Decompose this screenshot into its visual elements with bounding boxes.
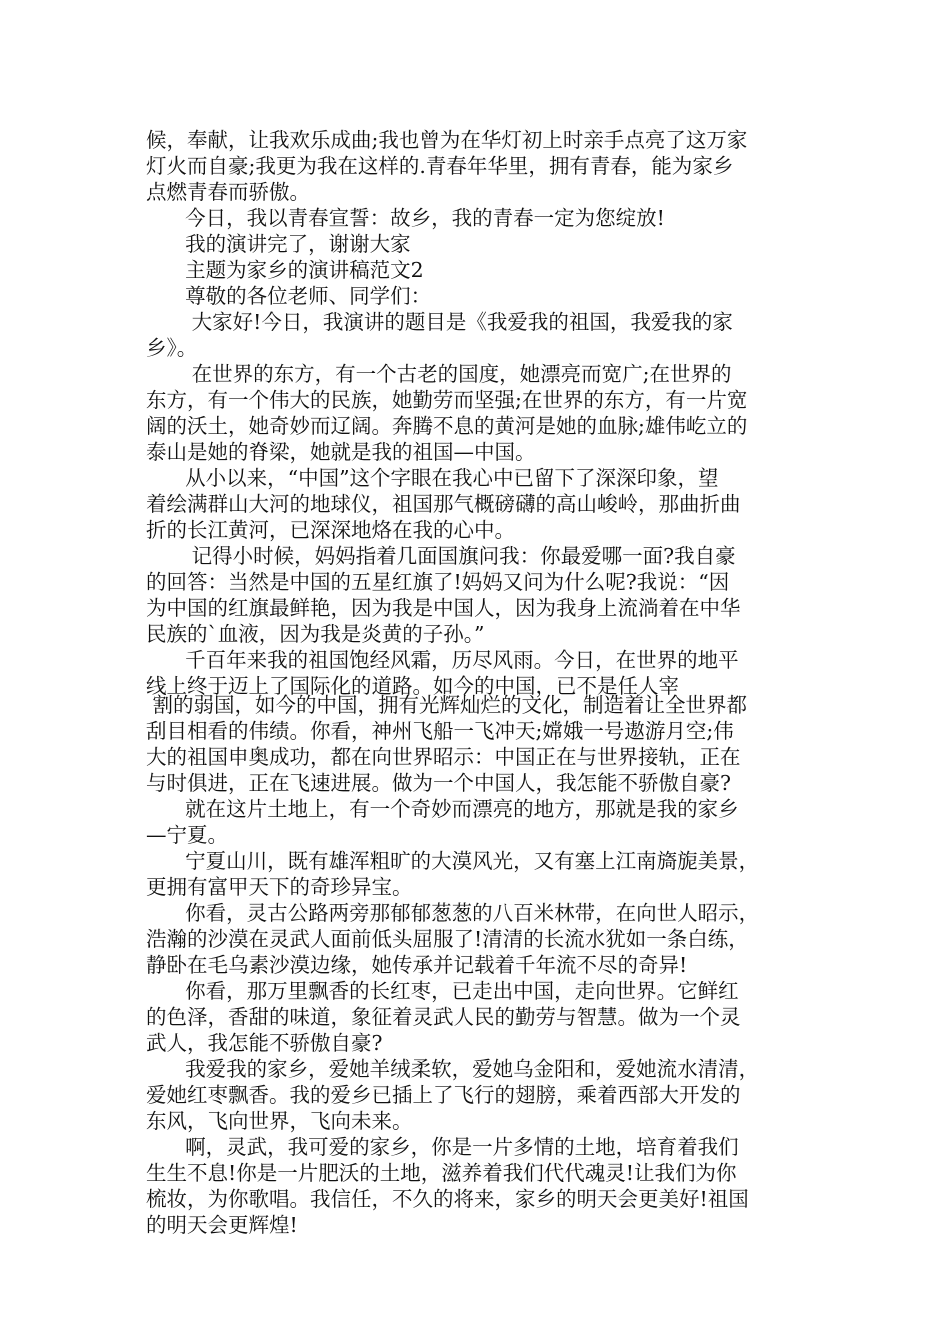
text-block-top (146, 127, 816, 699)
text-line: 生生不息!你是一片肥沃的土地，滋养着我们代代魂灵!让我们为你 (146, 1161, 737, 1185)
text-line: 的色泽，香甜的味道，象征着灵武人民的勤劳与智慧。做为一个灵 (146, 1005, 741, 1029)
text-line: —宁夏。 (146, 823, 228, 847)
text-block-bottom (146, 692, 816, 1238)
text-line: 东风，飞向世界，飞向未来。 (146, 1109, 413, 1133)
text-line: 阔的沃土，她奇妙而辽阔。奔腾不息的黄河是她的血脉;雄伟屹立的 (146, 414, 748, 438)
text-line: 今日，我以青春宣誓：故乡，我的青春一定为您绽放! (146, 206, 665, 230)
text-line: 为中国的红旗最鲜艳，因为我是中国人，因为我身上流淌着在中华 (146, 596, 741, 620)
section-heading: 主题为家乡的演讲稿范文2 (146, 258, 424, 282)
text-line: 候，奉献，让我欢乐成曲;我也曾为在华灯初上时亲手点亮了这万家 (146, 128, 748, 152)
text-line: 啊，灵武，我可爱的家乡，你是一片多情的土地，培育着我们 (146, 1135, 739, 1159)
text-line: 大家好!今日，我演讲的题目是《我爱我的祖国，我爱我的家 (146, 310, 733, 334)
text-line: 你看，那万里飘香的长红枣，已走出中国，走向世界。它鲜红 (146, 979, 739, 1003)
text-line: 宁夏山川，既有雄浑粗旷的大漠风光，又有塞上江南旖旎美景， (146, 849, 760, 873)
text-line: 乡》。 (146, 336, 198, 360)
text-line: 大的祖国申奥成功，都在向世界昭示：中国正在与世界接轨，正在 (146, 745, 741, 769)
text-line: 武人，我怎能不骄傲自豪? (146, 1031, 383, 1055)
text-line: 浩瀚的沙漠在灵武人面前低头屈服了!清清的长流水犹如一条白练， (146, 927, 749, 951)
text-line: 我的演讲完了，谢谢大家 (146, 232, 411, 256)
text-line: 着绘满群山大河的地球仪，祖国那气概磅礴的高山峻岭，那曲折曲 (146, 492, 741, 516)
text-line: 东方，有一个伟大的民族，她勤劳而坚强;在世界的东方，有一片宽 (146, 388, 748, 412)
text-line: 刮目相看的伟绩。你看，神州飞船一飞冲天;嫦娥一号遨游月空;伟 (146, 719, 734, 743)
text-line: 就在这片土地上，有一个奇妙而漂亮的地方，那就是我的家乡 (146, 797, 739, 821)
text-line: 我爱我的家乡，爱她羊绒柔软，爱她乌金阳和，爱她流水清清， (146, 1057, 760, 1081)
text-line: 在世界的东方，有一个古老的国度，她漂亮而宽广;在世界的 (146, 362, 732, 386)
text-line: 爱她红枣飘香。我的爱乡已插上了飞行的翅膀，乘着西部大开发的 (146, 1083, 741, 1107)
text-line: 线上终于迈上了国际化的道路。如今的中国，已不是任人宰 (146, 674, 679, 698)
text-line: 记得小时候，妈妈指着几面国旗问我：你最爱哪一面?我自豪 (146, 544, 736, 568)
text-line: 你看，灵古公路两旁那郁郁葱葱的八百米林带，在向世人昭示， (146, 901, 760, 925)
text-line: 与时俱进，正在飞速进展。做为一个中国人，我怎能不骄傲自豪? (146, 771, 731, 795)
text-line: 割的弱国，如今的中国，拥有光辉灿烂的文化，制造着让全世界都 (146, 693, 748, 717)
text-line: 静卧在毛乌素沙漠边缘，她传承并记载着千年流不尽的奇异! (146, 953, 688, 977)
text-line: 的回答：当然是中国的五星红旗了!妈妈又问为什么呢?我说：“因 (146, 570, 730, 594)
text-line: 民族的`血液，因为我是炎黄的子孙。” (146, 622, 485, 646)
text-line: 更拥有富甲天下的奇珍异宝。 (146, 875, 413, 899)
text-line: 的明天会更辉煌! (146, 1213, 298, 1237)
text-line: 千百年来我的祖国饱经风霜，历尽风雨。今日，在世界的地平 (146, 648, 739, 672)
text-line: 点燃青春而骄傲。 (146, 180, 310, 204)
text-line: 梳妆，为你歌唱。我信任，不久的将来，家乡的明天会更美好!祖国 (146, 1187, 749, 1211)
text-line: 从小以来，“中国”这个字眼在我心中已留下了深深印象，望 (146, 466, 719, 490)
salutation: 尊敬的各位老师、同学们： (146, 284, 432, 308)
text-line: 泰山是她的脊梁，她就是我的祖国—中国。 (146, 440, 536, 464)
text-line: 折的长江黄河，已深深地烙在我的心中。 (146, 518, 515, 542)
text-line: 灯火而自豪;我更为我在这样的.青春年华里，拥有青春，能为家乡 (146, 154, 734, 178)
